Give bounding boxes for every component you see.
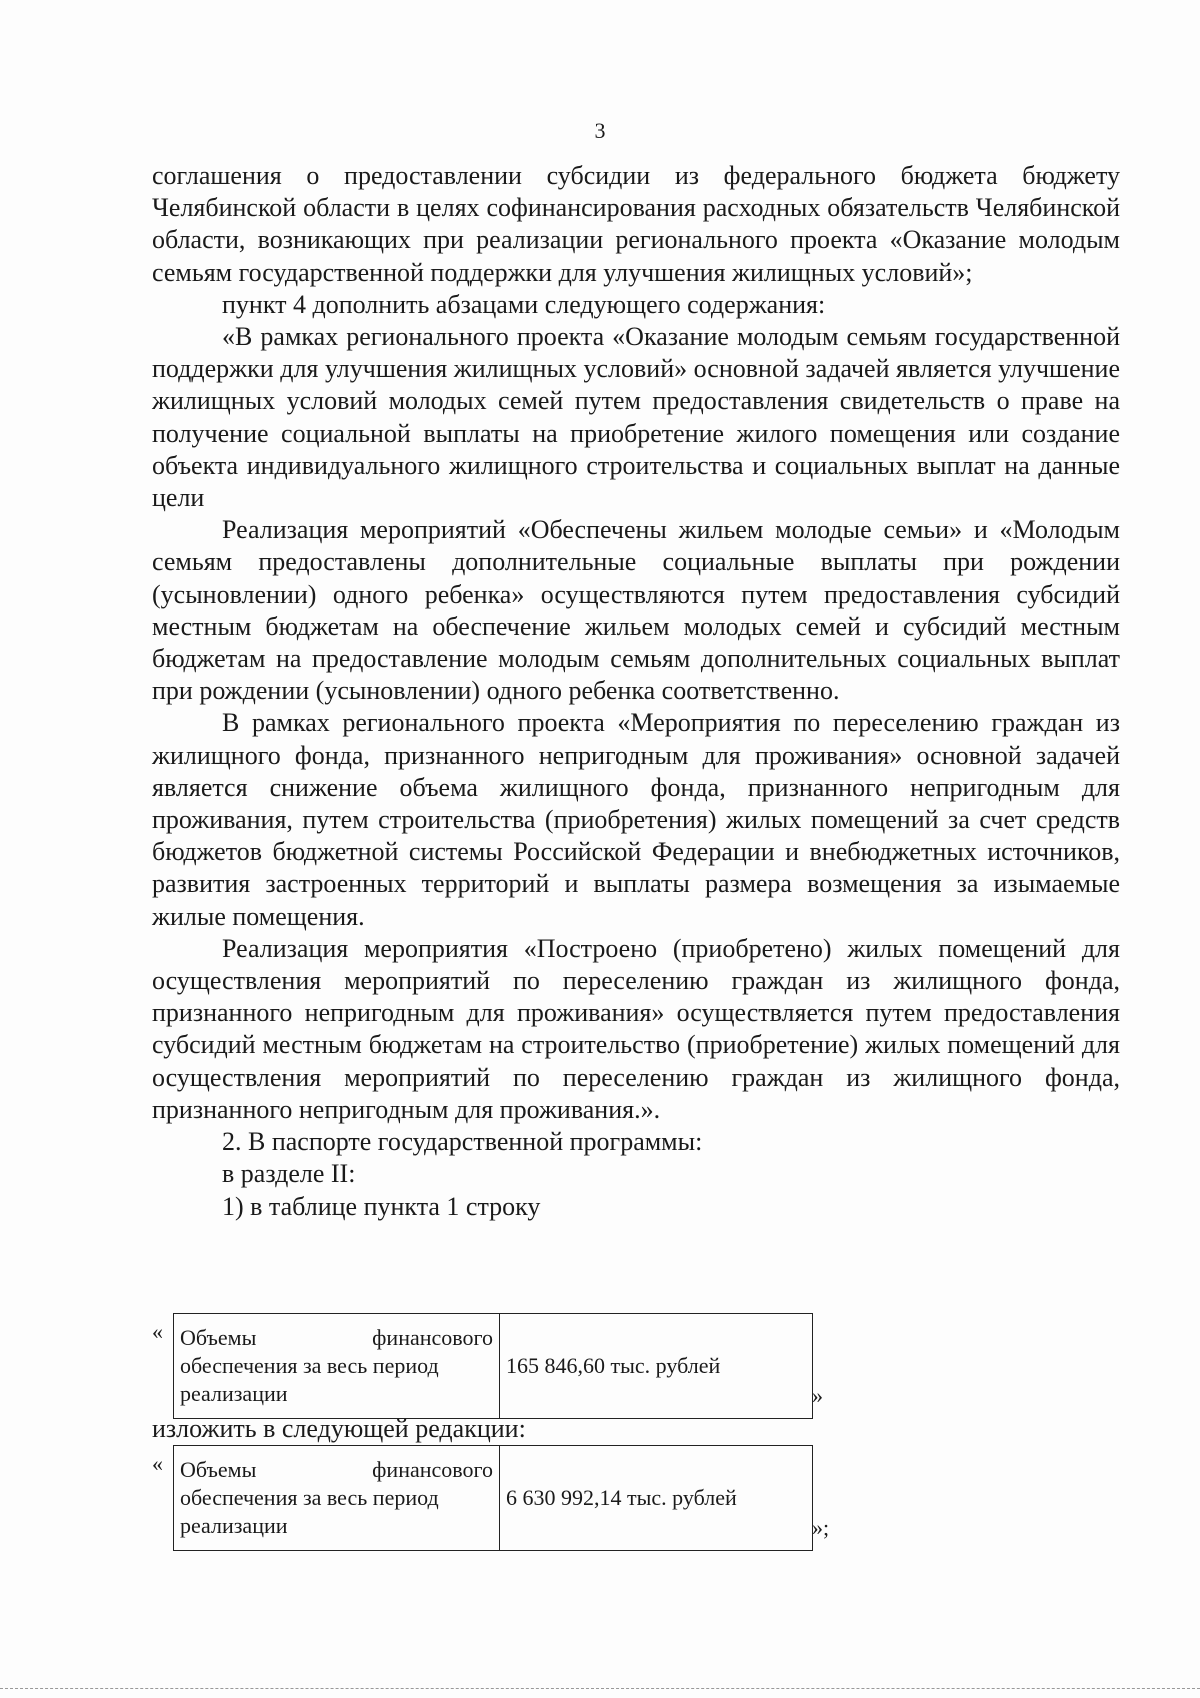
- paragraph-6: Реализация мероприятия «Построено (приобретено) жилых помещений для осуществления мероприятий по переселению граждан из жилищного фонда, признанного непригодным для проживания» осуществляется путем предоставления субсидий местным бюджетам на строительство (приобретение) жилых помещений для осуществления мероприятий по переселению граждан из жилищного фонда, признанного непригодным для проживания.».: [152, 933, 1120, 1124]
- label-word: Объемы: [180, 1325, 257, 1350]
- table-label-cell: [174, 1446, 500, 1551]
- between-text-block: [152, 1413, 1120, 1445]
- paragraph-9: 1) в таблице пункта 1 строку: [222, 1191, 541, 1221]
- paragraph-2: пункт 4 дополнить абзацами следующего содержания:: [222, 289, 826, 319]
- label-line: реализации: [180, 1513, 288, 1538]
- paragraph-5: В рамках регионального проекта «Мероприятия по переселению граждан из жилищного фонда, признанного непригодным для проживания» основной задачей является снижение объема жилищного фонда, признанного непригодным для проживания, путем строительства (приобретения) жилых помещений за счет средств бюджетов бюджетной системы Российской Федерации и внебюджетных источников, развития застроенных территорий и выплаты размера возмещения за изымаемые жилые помещения.: [152, 708, 1120, 931]
- table-old: [173, 1313, 813, 1419]
- close-quote: »: [812, 1383, 823, 1408]
- paragraph-1: соглашения о предоставлении субсидии из федерального бюджета бюджету Челябинской области в целях софинансирования расходных обязательств Челябинской области, возникающих при реализации регионального проекта «Оказание молодым семьям государственной поддержки для улучшения жилищных условий»;: [152, 161, 1120, 287]
- page-bottom-divider: [0, 1688, 1200, 1689]
- label-word: финансового: [372, 1457, 493, 1482]
- document-body: [152, 160, 1120, 1223]
- paragraph-4: Реализация мероприятий «Обеспечены жильем молодые семьи» и «Молодым семьям предоставлены дополнительные социальные выплаты при рождении (усыновлении) одного ребенка» осуществляются путем предоставления субсидий местным бюджетам на обеспечение жильем молодых семей и субсидий местным бюджетам на предоставление молодым семьям дополнительных социальных выплат при рождении (усыновлении) одного ребенка соответственно.: [152, 515, 1120, 706]
- label-line: обеспечения за весь период: [180, 1485, 439, 1510]
- label-word: Объемы: [180, 1457, 257, 1482]
- table-label-cell: [174, 1314, 500, 1419]
- table-new: [173, 1445, 813, 1551]
- table-row: [174, 1446, 813, 1551]
- table-value-cell: 6 630 992,14 тыс. рублей: [500, 1446, 813, 1551]
- open-quote: «: [152, 1451, 163, 1476]
- label-line: реализации: [180, 1381, 288, 1406]
- open-quote: «: [152, 1319, 163, 1344]
- paragraph-8: в разделе II:: [222, 1159, 356, 1189]
- label-word: финансового: [372, 1325, 493, 1350]
- table-row: [174, 1314, 813, 1419]
- label-line: обеспечения за весь период: [180, 1353, 439, 1378]
- paragraph-7: 2. В паспорте государственной программы:: [222, 1127, 703, 1157]
- page-number: 3: [594, 118, 606, 143]
- paragraph-3: «В рамках регионального проекта «Оказание молодым семьям государственной поддержки для улучшения жилищных условий» основной задачей является улучшение жилищных условий молодых семей путем предоставления свидетельств о праве на получение социальной выплаты на приобретение жилого помещения или создание объекта индивидуального жилищного строительства и социальных выплат на данные цели: [152, 322, 1120, 513]
- paragraph-between: изложить в следующей редакции:: [152, 1414, 526, 1443]
- close-quote: »;: [812, 1515, 830, 1540]
- table-value-cell: 165 846,60 тыс. рублей: [500, 1314, 813, 1419]
